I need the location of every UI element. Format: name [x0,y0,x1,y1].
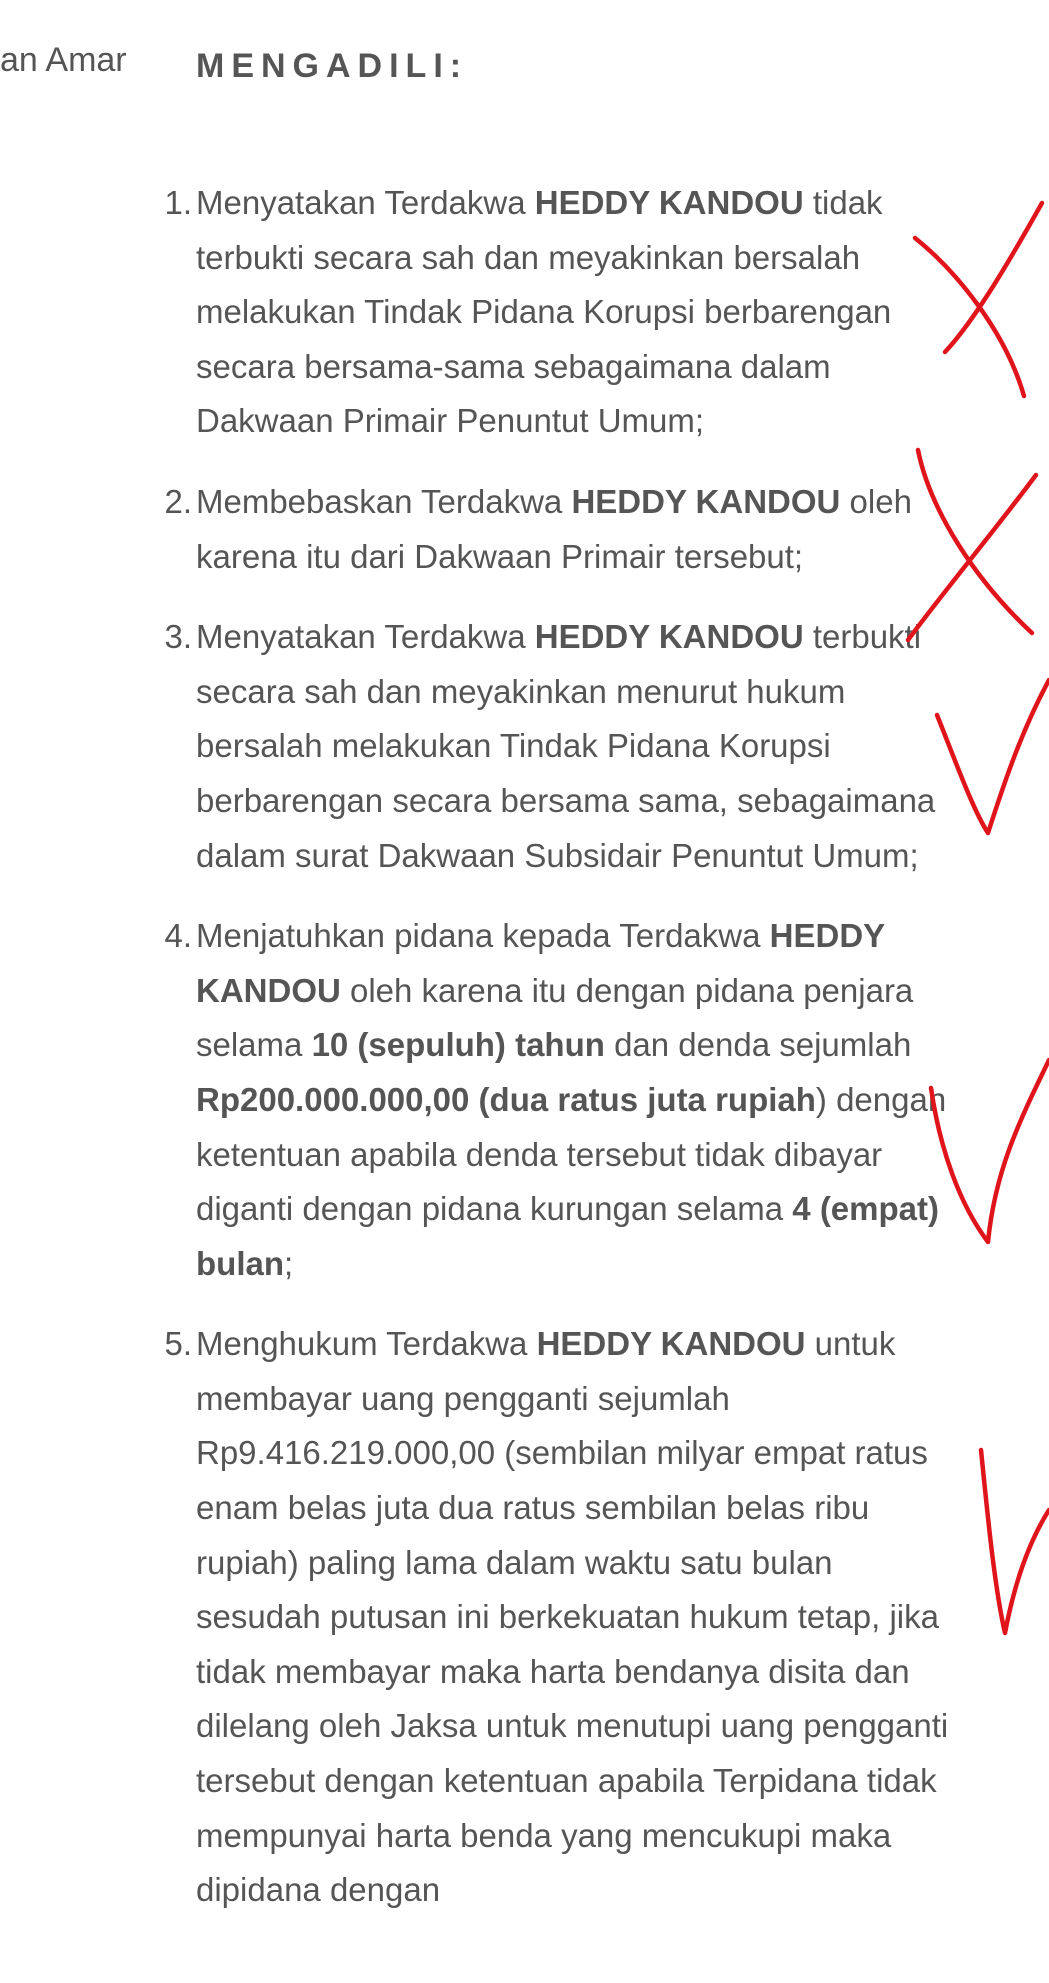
side-label: an Amar [0,41,127,79]
item-text-bold: 4 (empat) bulan [196,1190,939,1282]
check-mark-icon [981,1450,1049,1633]
item-text-part: dan denda sejumlah [604,1026,912,1064]
verdict-item-2 [164,475,966,584]
item-text-bold: HEDDY KANDOU [571,482,841,520]
verdict-item-3 [164,610,966,883]
item-text-bold: Rp200.000.000,00 (dua ratus juta rupiah [196,1080,816,1118]
item-text-part: Menjatuhkan pidana kepada Terdakwa [196,917,770,955]
item-text-part: Menyatakan Terdakwa [196,184,535,221]
item-number: 4. [164,917,192,955]
item-text-part: ; [284,1244,294,1282]
item-text-bold: HEDDY KANDOU [534,618,804,656]
item-text-part: Menghukum Terdakwa [196,1325,537,1363]
item-number: 3. [164,618,192,656]
item-number: 2. [164,482,192,520]
item-number: 1. [164,184,192,221]
item-text-part: ) dengan ketentuan apabila denda tersebut tidak dibayar diganti dengan pidana kurungan selama [196,1080,947,1228]
verdict-item-5 [164,1317,966,1918]
verdict-item-1 [164,176,966,449]
item-text-part: tidak terbukti secara sah dan meyakinkan bersalah melakukan Tindak Pidana Korupsi berbarengan secara bersama-sama sebagaimana dalam Dakwaan Primair Penuntut Umum; [196,184,892,440]
item-text-part: oleh karena itu dengan pidana penjara selama [196,971,914,1064]
item-number: 5. [164,1325,192,1363]
check-stroke [981,1450,1049,1633]
item-text-bold: HEDDY KANDOU [196,917,885,1009]
item-text-part: untuk membayar uang pengganti sejumlah Rp9.416.219.000,00 (sembilan milyar empat ratus enam belas juta dua ratus sembilan belas ribu rupiah) paling lama dalam waktu satu bulan sesudah putusan ini berkekuatan hukum tetap, jika tidak membayar maka harta bendanya disita dan dilelang oleh Jaksa untuk menutupi uang pengganti tersebut dengan ketentuan apabila Terpidana tidak mempunyai harta benda yang mencukupi maka dipidana dengan [196,1325,949,1909]
item-text-part: terbukti secara sah dan meyakinkan menurut hukum bersalah melakukan Tindak Pidana Korupsi berbarengan secara bersama sama, sebagaimana dalam surat Dakwaan Subsidair Penuntut Umum; [196,618,936,874]
item-text-part: Menyatakan Terdakwa [196,618,535,656]
item-text-part: oleh karena itu dari Dakwaan Primair tersebut; [196,482,912,575]
verdict-list [164,176,966,1944]
item-text-bold: HEDDY KANDOU [536,1325,806,1363]
verdict-item-4 [164,909,966,1291]
item-text-bold: HEDDY KANDOU [534,184,804,221]
verdict-heading: MENGADILI: [196,47,469,85]
item-text-bold: 10 (sepuluh) tahun [311,1026,605,1064]
item-text-part: Membebaskan Terdakwa [196,482,572,520]
